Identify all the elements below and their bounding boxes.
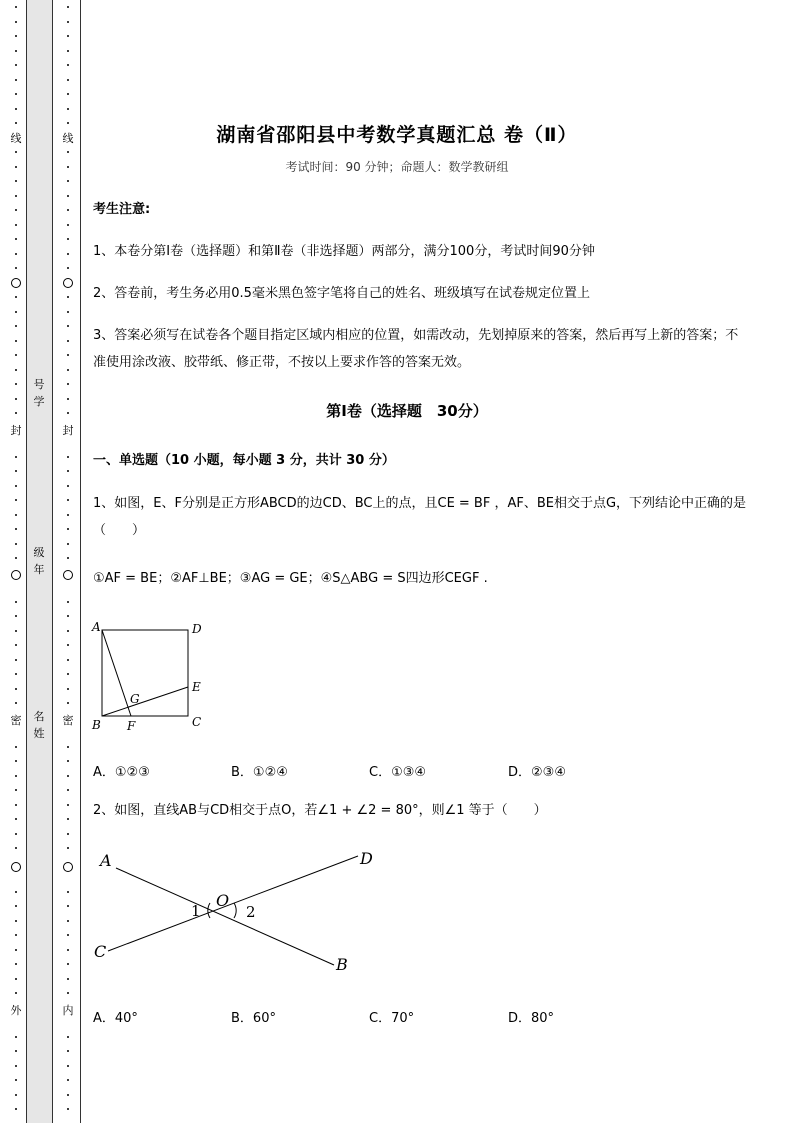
seal-label-feng-inner: 封	[62, 424, 74, 437]
label-angle-2: 2	[246, 903, 256, 921]
seal-dot	[15, 688, 17, 690]
seal-dot	[67, 992, 69, 994]
seal-dot	[15, 470, 17, 472]
seal-dot	[67, 1094, 69, 1096]
seal-dot	[67, 35, 69, 37]
seal-dot	[15, 644, 17, 646]
seal-dot	[67, 804, 69, 806]
seal-dot	[67, 21, 69, 23]
seal-dot	[67, 847, 69, 849]
q2-option-b[interactable]: B．60°	[231, 1011, 276, 1026]
field-char: 名	[33, 710, 45, 723]
seal-dot	[67, 615, 69, 617]
seal-dot	[67, 267, 69, 269]
seal-dot	[67, 340, 69, 342]
notice-item-3: 3、答案必须写在试卷各个题目指定区域内相应的位置，如需改动，先划掉原来的答案，然后再写上新的答案；不准使用涂改液、胶带纸、修正带，不按以上要求作答的答案无效。	[93, 328, 739, 370]
seal-dot	[67, 108, 69, 110]
seal-dot	[15, 6, 17, 8]
label-b: B	[92, 718, 101, 732]
seal-dot	[15, 630, 17, 632]
seal-dot	[15, 673, 17, 675]
seal-dot	[67, 224, 69, 226]
seal-dot	[15, 1065, 17, 1067]
seal-dot	[67, 93, 69, 95]
seal-dot	[67, 934, 69, 936]
q1-option-c[interactable]: C．①③④	[369, 765, 427, 780]
seal-dot	[15, 934, 17, 936]
q1-stem: 1、如图，E、F分别是正方形ABCD的边CD、BC上的点，且CE = BF ，AF、BE相交于点G，下列结论中正确的是（ ）	[93, 496, 747, 538]
seal-dot	[67, 514, 69, 516]
seal-dot	[67, 659, 69, 661]
seal-dot	[67, 209, 69, 211]
label-g: G	[130, 692, 140, 706]
seal-dot	[15, 340, 17, 342]
seal-dot	[15, 35, 17, 37]
q1-option-d[interactable]: D．②③④	[508, 765, 566, 780]
seal-dot	[15, 209, 17, 211]
seal-label-mi-outer: 密	[10, 714, 22, 727]
circle-marker	[63, 278, 73, 288]
seal-dot	[15, 528, 17, 530]
seal-dot	[15, 79, 17, 81]
seal-dot	[67, 702, 69, 704]
seal-dot	[15, 1108, 17, 1110]
q1-statements: ①AF = BE；②AF⊥BE；③AG = GE；④S△ABG = S四边形CEGF .	[93, 571, 488, 586]
seal-dot	[15, 93, 17, 95]
seal-dot	[15, 253, 17, 255]
seal-dot	[15, 296, 17, 298]
seal-dot	[67, 601, 69, 603]
seal-label-xian-inner: 线	[62, 132, 74, 145]
seal-dot	[15, 992, 17, 994]
label-c: C	[192, 715, 202, 729]
seal-dot	[15, 746, 17, 748]
seal-dot	[67, 6, 69, 8]
seal-dot	[15, 354, 17, 356]
circle-marker	[11, 278, 21, 288]
exam-subtitle: 考试时间：90 分钟；命题人：数学教研组	[285, 160, 509, 174]
seal-dot	[67, 1065, 69, 1067]
seal-dot	[15, 601, 17, 603]
seal-dot	[15, 224, 17, 226]
q1-option-a[interactable]: A．①②③	[93, 765, 150, 780]
exam-title: 湖南省邵阳县中考数学真题汇总 卷（Ⅱ）	[216, 124, 578, 146]
seal-dot	[15, 238, 17, 240]
seal-dot	[67, 325, 69, 327]
seal-label-nei: 内	[62, 1004, 74, 1017]
seal-label-mi-inner: 密	[62, 714, 74, 727]
seal-label-xian-outer: 线	[10, 132, 22, 145]
seal-dot	[67, 354, 69, 356]
seal-dot	[15, 789, 17, 791]
seal-dot	[67, 557, 69, 559]
seal-dot	[67, 528, 69, 530]
circle-marker	[11, 862, 21, 872]
seal-dot	[67, 470, 69, 472]
seal-dot	[67, 50, 69, 52]
seal-label-feng-outer: 封	[10, 424, 22, 437]
label-f: F	[127, 719, 136, 733]
seal-dot	[67, 775, 69, 777]
seal-dot	[15, 195, 17, 197]
seal-dot	[67, 789, 69, 791]
seal-dot	[15, 775, 17, 777]
field-grade	[26, 544, 52, 578]
seal-dot	[15, 804, 17, 806]
label-d: D	[192, 622, 202, 636]
seal-dot	[67, 644, 69, 646]
seal-dot	[15, 557, 17, 559]
seal-dot	[15, 847, 17, 849]
seal-dot	[67, 688, 69, 690]
seal-dot	[15, 543, 17, 545]
seal-dot	[67, 630, 69, 632]
q2-option-c[interactable]: C．70°	[369, 1011, 415, 1026]
seal-dot	[67, 818, 69, 820]
seal-dot	[67, 499, 69, 501]
field-char: 学	[33, 395, 45, 408]
seal-dot	[67, 1108, 69, 1110]
field-char: 级	[33, 546, 45, 559]
seal-dot	[15, 180, 17, 182]
seal-dot	[15, 978, 17, 980]
square-abcd	[102, 630, 188, 716]
seal-dot	[15, 369, 17, 371]
seal-dot	[15, 499, 17, 501]
seal-dot	[15, 1079, 17, 1081]
notice-item-1: 1、本卷分第Ⅰ卷（选择题）和第Ⅱ卷（非选择题）两部分，满分100分，考试时间90分钟	[93, 244, 595, 259]
seal-dot	[67, 253, 69, 255]
seal-dot	[67, 1079, 69, 1081]
seal-dot	[67, 485, 69, 487]
circle-marker	[11, 570, 21, 580]
field-name	[26, 708, 52, 742]
seal-dot	[15, 818, 17, 820]
label-angle-1: 1	[191, 902, 201, 920]
seal-dot	[15, 833, 17, 835]
seal-dot	[15, 615, 17, 617]
angle-1-arc	[208, 903, 210, 918]
seal-dot	[67, 746, 69, 748]
seal-label-wai: 外	[10, 1004, 22, 1017]
seal-dot	[15, 151, 17, 153]
q2-stem: 2、如图，直线AB与CD相交于点O，若∠1 + ∠2 = 80°，则∠1 等于（ ）	[93, 803, 547, 818]
seal-dot	[15, 21, 17, 23]
q2-intersecting-lines-figure	[88, 840, 388, 980]
circle-marker	[63, 862, 73, 872]
section-title: 第Ⅰ卷（选择题 30分）	[326, 402, 488, 420]
seal-dot	[67, 296, 69, 298]
q1-option-b[interactable]: B．①②④	[231, 765, 288, 780]
seal-dot	[15, 760, 17, 762]
seal-dot	[67, 978, 69, 980]
seal-dot	[67, 311, 69, 313]
notice-heading: 考生注意:	[93, 202, 151, 217]
seal-dot	[15, 325, 17, 327]
seal-dot	[15, 514, 17, 516]
angle-2-arc	[234, 903, 236, 918]
field-char: 姓	[33, 727, 45, 740]
seal-dot	[67, 79, 69, 81]
circle-marker	[63, 570, 73, 580]
seal-dot	[67, 920, 69, 922]
label-d: D	[360, 849, 373, 868]
seal-dot	[15, 267, 17, 269]
seal-dot	[15, 1050, 17, 1052]
line-cd	[108, 856, 358, 951]
segment-be	[102, 687, 188, 716]
seal-dot	[15, 108, 17, 110]
seal-dot	[67, 949, 69, 951]
seal-dot	[15, 311, 17, 313]
segment-af	[102, 630, 131, 716]
seal-dot	[67, 369, 69, 371]
line-ab	[116, 868, 334, 965]
label-a: A	[100, 851, 112, 870]
seal-dot	[67, 891, 69, 893]
label-o: O	[216, 891, 230, 910]
seal-dot	[15, 456, 17, 458]
seal-dot	[67, 151, 69, 153]
seal-dot	[67, 1050, 69, 1052]
label-b: B	[336, 955, 348, 974]
field-char: 号	[33, 378, 45, 391]
seal-dot	[67, 833, 69, 835]
seal-dot	[67, 64, 69, 66]
seal-dot	[67, 456, 69, 458]
seal-dot	[15, 963, 17, 965]
notice-item-2: 2、答卷前，考生务必用0.5毫米黑色签字笔将自己的姓名、班级填写在试卷规定位置上	[93, 286, 590, 301]
seal-dot	[67, 963, 69, 965]
seal-dot	[15, 485, 17, 487]
field-char: 年	[33, 563, 45, 576]
seal-dot	[15, 659, 17, 661]
seal-dot	[67, 195, 69, 197]
seal-dot	[67, 1036, 69, 1038]
q2-option-d[interactable]: D．80°	[508, 1011, 555, 1026]
seal-dot	[67, 673, 69, 675]
seal-dot	[67, 383, 69, 385]
q2-option-a[interactable]: A．40°	[93, 1011, 138, 1026]
seal-dot	[67, 543, 69, 545]
part-heading: 一、单选题（10 小题，每小题 3 分，共计 30 分）	[93, 453, 395, 468]
seal-dot	[15, 891, 17, 893]
seal-dot	[67, 180, 69, 182]
seal-dot	[15, 383, 17, 385]
label-c: C	[94, 942, 107, 961]
seal-dot	[67, 905, 69, 907]
seal-dot	[15, 702, 17, 704]
label-a: A	[92, 620, 101, 634]
seal-dot	[67, 238, 69, 240]
seal-dot	[15, 920, 17, 922]
label-e: E	[192, 680, 201, 694]
seal-dot	[15, 949, 17, 951]
seal-dot	[67, 760, 69, 762]
seal-dot	[15, 1036, 17, 1038]
seal-dot	[15, 50, 17, 52]
seal-dot	[15, 1094, 17, 1096]
seal-dot	[15, 64, 17, 66]
seal-dot	[15, 905, 17, 907]
q1-square-figure	[88, 615, 218, 735]
